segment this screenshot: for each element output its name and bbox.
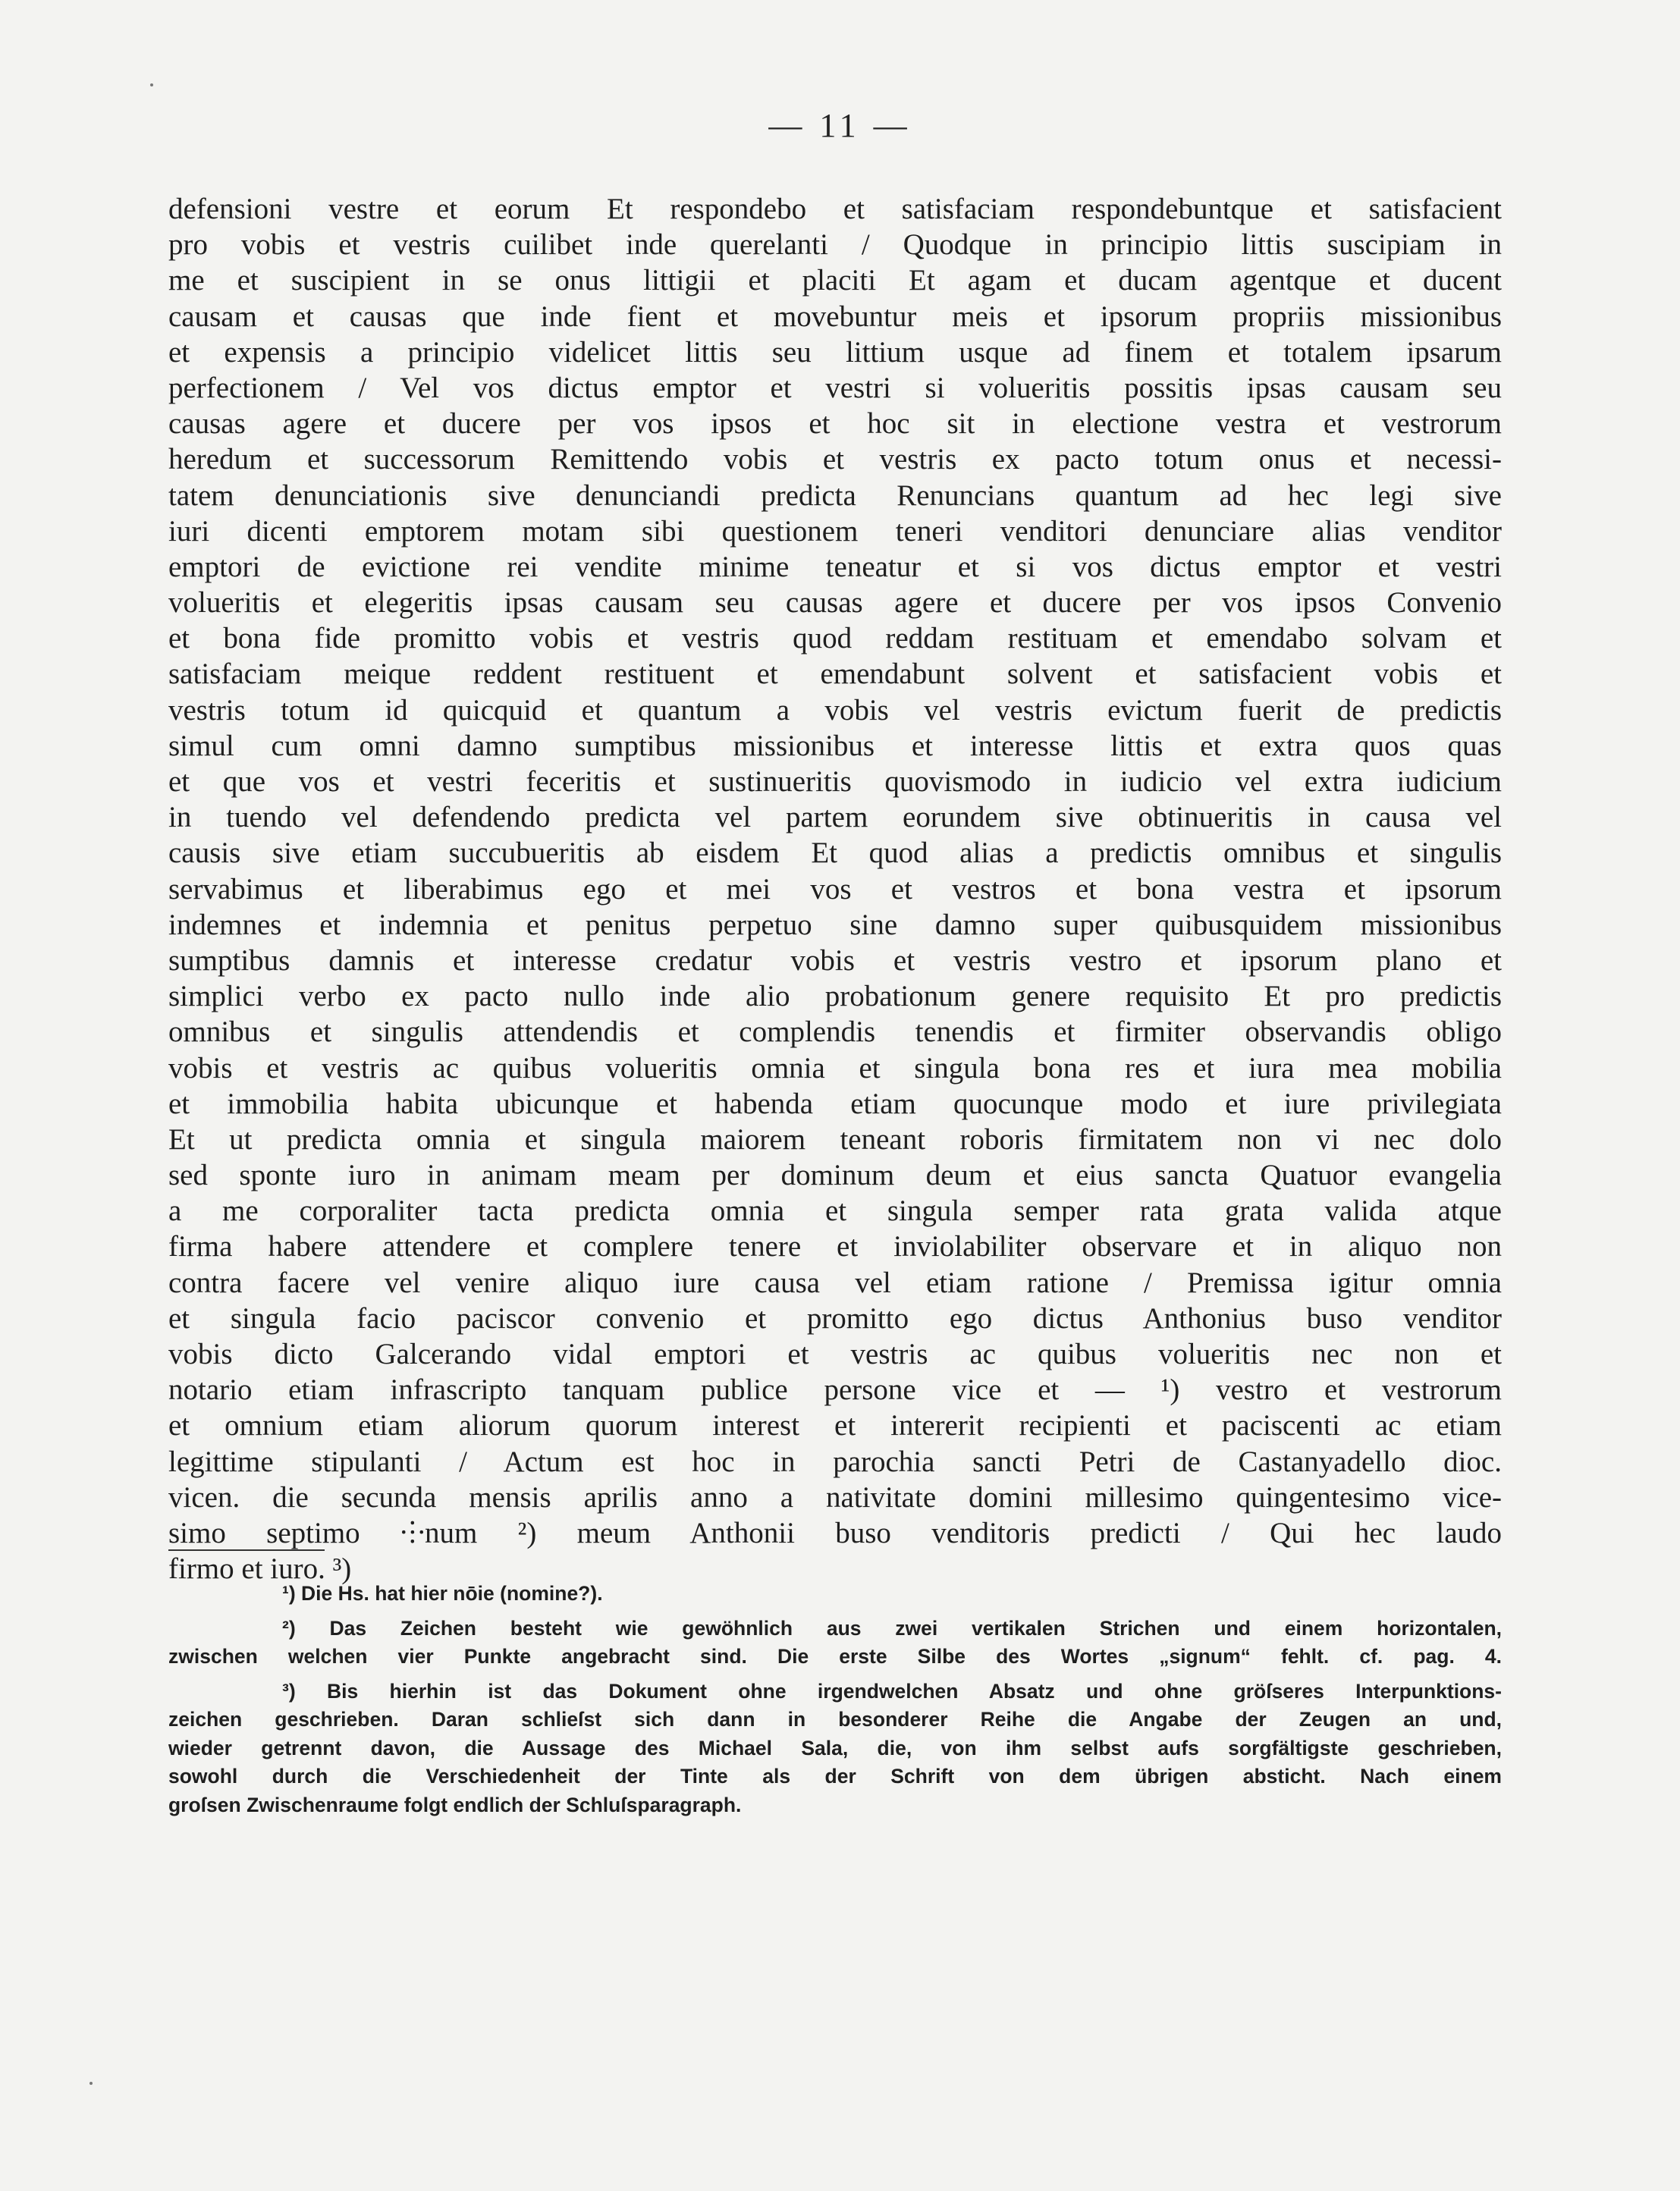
footnote-3-line: ³) Bis hierhin ist das Dokument ohne irgendwelchen Absatz und ohne gröſseres Interpunktions-: [282, 1679, 1502, 1703]
text-line: vobis et vestris ac quibus volueritis omnia et singula bona res et iura mea mobilia: [168, 1051, 1502, 1085]
text-line: et que vos et vestri feceritis et sustinueritis quovismodo in iudicio vel extra iudicium: [168, 765, 1502, 798]
footnote-3-line: zeichen geschrieben. Daran schlieſst sich dann in besonderer Reihe die Angabe der Zeugen an und,: [168, 1708, 1502, 1731]
text-line: servabimus et liberabimus ego et mei vos et vestros et bona vestra et ipsorum: [168, 872, 1502, 906]
text-line: vicen. die secunda mensis aprilis anno a nativitate domini millesimo quingentesimo vice-: [168, 1480, 1502, 1514]
text-line: vobis dicto Galcerando vidal emptori et vestris ac quibus volueritis nec non et: [168, 1338, 1502, 1370]
paper-speck: [89, 2082, 93, 2085]
text-line: Et ut predicta omnia et singula maiorem teneant roboris firmitatem non vi nec dolo: [168, 1122, 1502, 1156]
text-line: et omnium etiam aliorum quorum interest et intererit recipienti et paciscenti ac etiam: [168, 1409, 1502, 1442]
paper-speck: [150, 83, 153, 86]
text-line: vestris totum id quicquid et quantum a vobis vel vestris evictum fuerit de predictis: [168, 693, 1502, 727]
text-line: simo septimo ⸭num ²) meum Anthonii buso venditoris predicti / Qui hec laudo: [168, 1516, 1502, 1549]
footnote-2-line: ²) Das Zeichen besteht wie gewöhnlich aus zwei vertikalen Strichen und einem horizontalen,: [282, 1616, 1502, 1640]
footnote-1: ¹) Die Hs. hat hier nōie (nomine?).: [282, 1582, 603, 1605]
text-line: in tuendo vel defendendo predicta vel partem eorundem sive obtinueritis in causa vel: [168, 801, 1502, 834]
text-line: legittime stipulanti / Actum est hoc in parochia sancti Petri de Castanyadello dioc.: [168, 1445, 1502, 1478]
text-line: emptori de evictione rei vendite minime teneatur et si vos dictus emptor et vestri: [168, 550, 1502, 583]
text-line: indemnes et indemnia et penitus perpetuo sine damno super quibusquidem missionibus: [168, 908, 1502, 941]
text-line: firma habere attendere et complere tenere et inviolabiliter observare et in aliquo non: [168, 1230, 1502, 1263]
text-line: a me corporaliter tacta predicta omnia et singula semper rata grata valida atque: [168, 1194, 1502, 1228]
text-line: perfectionem / Vel vos dictus emptor et vestri si volueritis possitis ipsas causam seu: [168, 371, 1502, 404]
text-line: causas agere et ducere per vos ipsos et hoc sit in electione vestra et vestrorum: [168, 407, 1502, 441]
text-line: et immobilia habita ubicunque et habenda etiam quocunque modo et iure privilegiata: [168, 1087, 1502, 1120]
text-line: sumptibus damnis et interesse credatur vobis et vestris vestro et ipsorum plano et: [168, 943, 1502, 977]
text-line: me et suscipient in se onus littigii et placiti Et agam et ducam agentque et ducent: [168, 264, 1502, 297]
text-line: contra facere vel venire aliquo iure causa vel etiam ratione / Premissa igitur omnia: [168, 1266, 1502, 1299]
main-text-block: [168, 191, 1502, 1587]
footnote-3-line: groſsen Zwischenraume folgt endlich der Schluſsparagraph.: [168, 1793, 742, 1816]
text-line: volueritis et elegeritis ipsas causam seu causas agere et ducere per vos ipsos Convenio: [168, 586, 1502, 620]
text-line: sed sponte iuro in animam meam per dominum deum et eius sancta Quatuor evangelia: [168, 1159, 1502, 1192]
text-line: simplici verbo ex pacto nullo inde alio probationum genere requisito Et pro predictis: [168, 980, 1502, 1013]
page-number: — 11 —: [768, 107, 912, 144]
footnote-3-line: sowohl durch die Verschiedenheit der Tinte als der Schrift von dem übrigen absticht. Nach einem: [168, 1765, 1502, 1788]
text-line: et expensis a principio videlicet littis seu littium usque ad finem et totalem ipsarum: [168, 335, 1502, 369]
text-line: simul cum omni damno sumptibus missionibus et interesse littis et extra quos quas: [168, 729, 1502, 762]
text-line: satisfaciam meique reddent restituent et emendabunt solvent et satisfacient vobis et: [168, 658, 1502, 691]
text-line: et singula facio paciscor convenio et promitto ego dictus Anthonius buso venditor: [168, 1301, 1502, 1335]
footnote-2-line: zwischen welchen vier Punkte angebracht sind. Die erste Silbe des Wortes „signum“ fehlt. cf. pag. 4.: [168, 1645, 1502, 1668]
footnote-3-line: wieder getrennt davon, die Aussage des Michael Sala, die, von ihm selbst aufs sorgfältigste geschrieben,: [168, 1736, 1502, 1759]
footnote-separator-rule: [168, 1549, 325, 1551]
text-line: notario etiam infrascripto tanquam publice persone vice et — ¹) vestro et vestrorum: [168, 1373, 1502, 1407]
text-line: omnibus et singulis attendendis et complendis tenendis et firmiter observandis obligo: [168, 1015, 1502, 1049]
text-line: causam et causas que inde fient et movebuntur meis et ipsorum propriis missionibus: [168, 300, 1502, 333]
text-line: defensioni vestre et eorum Et respondebo et satisfaciam respondebuntque et satisfacient: [168, 193, 1502, 225]
text-line: causis sive etiam succubueritis ab eisdem Et quod alias a predictis omnibus et singulis: [168, 837, 1502, 870]
text-line: et bona fide promitto vobis et vestris quod reddam restituam et emendabo solvam et: [168, 622, 1502, 655]
text-line: iuri dicenti emptorem motam sibi questionem teneri venditori denunciare alias venditor: [168, 514, 1502, 548]
text-line: heredum et successorum Remittendo vobis et vestris ex pacto totum onus et necessi-: [168, 443, 1502, 476]
text-line: pro vobis et vestris cuilibet inde querelanti / Quodque in principio littis suscipiam in: [168, 228, 1502, 262]
text-line: tatem denunciationis sive denunciandi predicta Renuncians quantum ad hec legi sive: [168, 479, 1502, 512]
text-line-final: firmo et iuro. ³): [168, 1552, 352, 1586]
footnotes-block: [168, 1580, 1502, 1819]
